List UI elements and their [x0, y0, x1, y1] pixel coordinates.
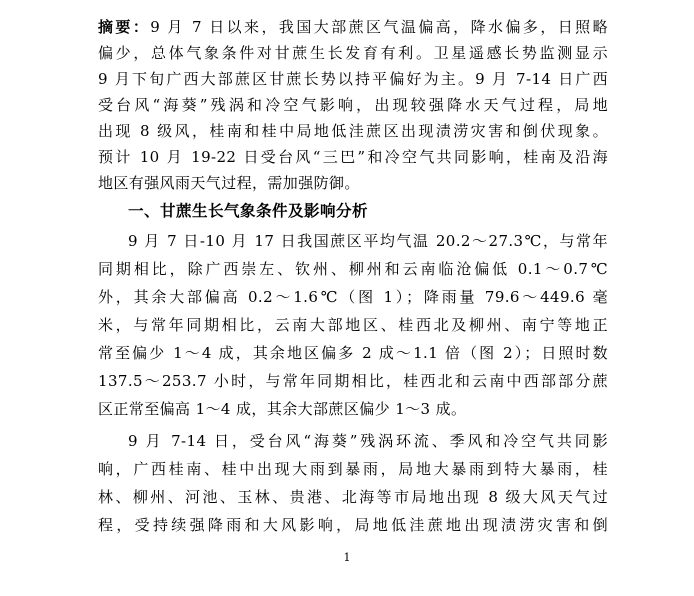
- paragraph1-line-3: 外，其余大部偏高 0.2～1.6℃（图 1）；降雨量 79.6～449.6 毫: [98, 288, 608, 306]
- abstract-line-6: 预计 10 月 19-22 日受台风“三巴”和冷空气共同影响，桂南及沿海: [98, 148, 608, 166]
- abstract-text: 9 月 7 日以来，我国大部蔗区气温偏高，降水偏多，日照略: [150, 18, 609, 36]
- abstract-line-5: 出现 8 级风，桂南和桂中局地低洼蔗区出现渍涝灾害和倒伏现象。: [98, 122, 608, 140]
- abstract-line-1: [98, 14, 608, 40]
- page-number: 1: [343, 551, 351, 564]
- paragraph1-line-5: 常至偏少 1～4 成，其余地区偏多 2 成～1.1 倍（图 2）；日照时数: [98, 344, 608, 362]
- paragraph1-line-1: 9 月 7 日-10 月 17 日我国蔗区平均气温 20.2～27.3℃，与常年: [128, 232, 608, 250]
- paragraph1-line-7: 区正常至偏高 1～4 成，其余大部蔗区偏少 1～3 成。: [98, 400, 467, 418]
- paragraph2-line-3: 林、柳州、河池、玉林、贵港、北海等市局地出现 8 级大风天气过: [98, 488, 608, 506]
- paragraph2-line-1: 9 月 7-14 日，受台风“海葵”残涡环流、季风和冷空气共同影: [128, 432, 608, 450]
- paragraph1-line-2: 同期相比，除广西崇左、钦州、柳州和云南临沧偏低 0.1～0.7℃: [98, 260, 608, 278]
- abstract-line-7: 地区有强风雨天气过程，需加强防御。: [98, 174, 360, 192]
- section-heading: 一、甘蔗生长气象条件及影响分析: [128, 202, 369, 220]
- paragraph2-line-4: 程，受持续强降雨和大风影响，局地低洼蔗地出现渍涝灾害和倒: [98, 516, 608, 534]
- abstract-line-3: 9 月下旬广西大部蔗区甘蔗长势以持平偏好为主。9 月 7-14 日广西: [98, 70, 608, 88]
- paragraph1-line-6: 137.5～253.7 小时，与常年同期相比，桂西北和云南中西部部分蔗: [98, 372, 608, 390]
- paragraph2-line-2: 响，广西桂南、桂中出现大雨到暴雨，局地大暴雨到特大暴雨，桂: [98, 460, 608, 478]
- abstract-line-4: 受台风“海葵”残涡和冷空气影响，出现较强降水天气过程，局地: [98, 96, 608, 114]
- paragraph1-line-4: 米，与常年同期相比，云南大部地区、桂西北及柳州、南宁等地正: [98, 316, 608, 334]
- abstract-line-2: 偏少，总体气象条件对甘蔗生长发育有利。卫星遥感长势监测显示: [98, 44, 608, 62]
- abstract-label: 摘要：: [98, 18, 151, 36]
